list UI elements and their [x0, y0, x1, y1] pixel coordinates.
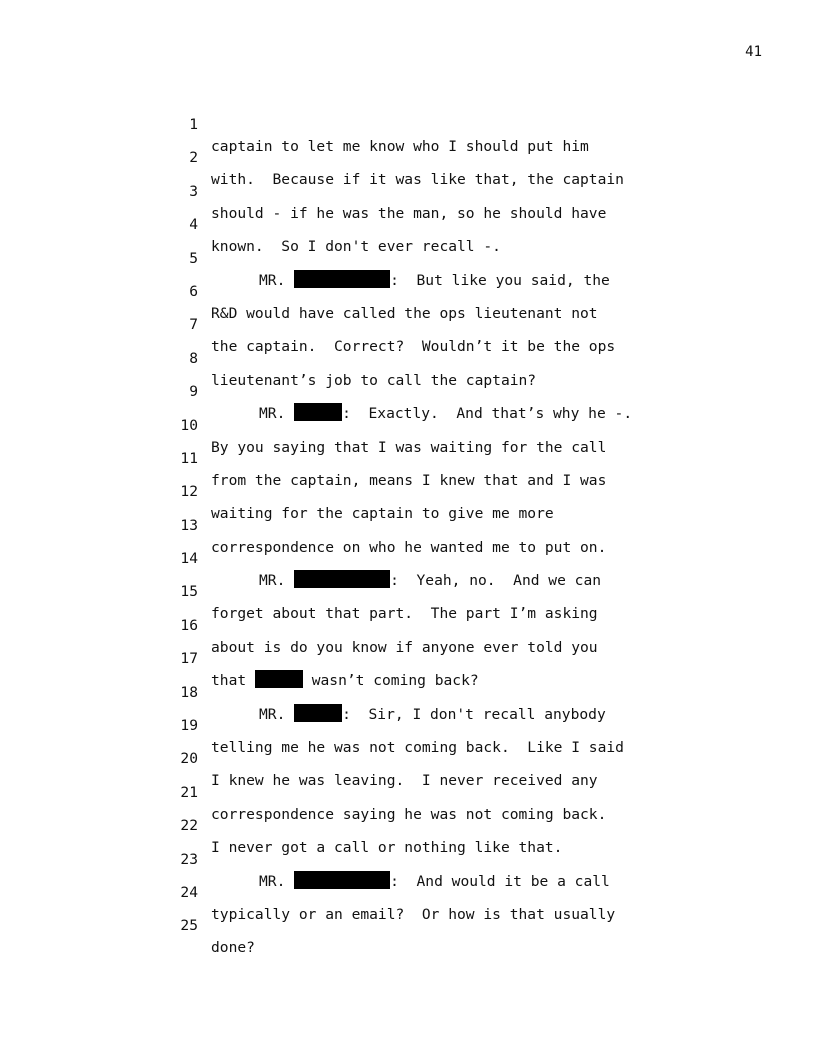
line-number: 10 [180, 416, 198, 434]
page-number: 41 [745, 44, 762, 60]
line-text: with. Because if it was like that, the captain [211, 171, 624, 189]
line-text: lieutenant’s job to call the captain? [211, 371, 537, 389]
transcript-line-12 [0, 459, 816, 523]
line-text: correspondence on who he wanted me to put on. [211, 538, 607, 556]
transcript-line-9 [0, 359, 816, 423]
transcript-line-14 [0, 526, 816, 590]
transcript-line-11 [0, 426, 816, 489]
line-number: 3 [189, 182, 198, 200]
transcript-line-19 [0, 693, 816, 757]
line-text: known. So I don't ever recall -. [211, 238, 501, 256]
speaker-prefix: MR. [259, 705, 295, 723]
line-text: telling me he was not coming back. Like I said [211, 739, 624, 757]
transcript-line-1 [0, 92, 816, 155]
transcript-line-22 [0, 793, 816, 857]
line-text: the captain. Correct? Wouldn’t it be the ops [211, 338, 616, 356]
line-number: 9 [189, 383, 198, 401]
line-text: R&D would have called the ops lieutenant not [211, 304, 598, 322]
line-number: 22 [180, 817, 198, 835]
transcript-line-10 [0, 393, 816, 456]
line-number: 13 [180, 516, 198, 534]
line-text: captain to let me know who I should put him [211, 138, 589, 155]
line-number: 7 [189, 316, 198, 334]
line-number: 8 [189, 349, 198, 367]
line-text: wasn’t coming back? [302, 672, 479, 690]
line-number: 14 [180, 550, 198, 568]
transcript-line-24 [0, 860, 816, 923]
line-number: 4 [189, 216, 198, 234]
transcript-line-13 [0, 493, 816, 556]
transcript-line-6 [0, 259, 816, 322]
transcript-line-3 [0, 159, 816, 222]
transcript-line-17 [0, 626, 816, 690]
line-text: typically or an email? Or how is that usually [211, 905, 616, 923]
line-number: 15 [180, 583, 198, 601]
line-number: 25 [180, 917, 198, 935]
line-text: By you saying that I was waiting for the call [211, 438, 607, 456]
line-text: : And would it be a call [390, 872, 610, 890]
line-text: correspondence saying he was not coming back. [211, 805, 607, 823]
transcript-line-16 [0, 593, 816, 656]
transcript-body [0, 92, 816, 957]
transcript-line-5 [0, 226, 816, 289]
line-number: 5 [189, 249, 198, 267]
line-number: 1 [189, 116, 198, 133]
line-number: 18 [180, 683, 198, 701]
line-text: forget about that part. The part I’m asking [211, 605, 598, 623]
speaker-prefix: MR. [259, 405, 295, 423]
line-number: 12 [180, 483, 198, 501]
line-text: from the captain, means I knew that and I was [211, 471, 607, 489]
line-text: should - if he was the man, so he should have [211, 204, 607, 222]
line-text: done? [211, 939, 255, 957]
line-number: 19 [180, 717, 198, 735]
line-text: about is do you know if anyone ever told you [211, 638, 598, 656]
speaker-prefix: MR. [259, 271, 295, 289]
line-number: 24 [180, 883, 198, 901]
speaker-prefix: MR. [259, 572, 295, 590]
line-text: waiting for the captain to give me more [211, 505, 554, 523]
line-number: 2 [189, 149, 198, 167]
line-text: that [211, 672, 255, 690]
line-text: I knew he was leaving. I never received any [211, 772, 598, 790]
transcript-line-8 [0, 326, 816, 389]
line-text: I never got a call or nothing like that. [211, 839, 563, 857]
transcript-line-4 [0, 192, 816, 256]
transcript-line-20 [0, 726, 816, 790]
line-number: 16 [180, 616, 198, 634]
transcript-line-18 [0, 660, 816, 723]
transcript-line-15 [0, 559, 816, 623]
transcript-line-7 [0, 292, 816, 356]
speaker-prefix: MR. [259, 872, 295, 890]
transcript-line-2 [0, 125, 816, 189]
line-number: 23 [180, 850, 198, 868]
line-number: 11 [180, 449, 198, 467]
transcript-line-25 [0, 893, 816, 957]
line-text: : Exactly. And that’s why he -. [342, 405, 633, 423]
transcript-line-23 [0, 827, 816, 890]
transcript-line-21 [0, 760, 816, 823]
line-text: : But like you said, the [390, 271, 610, 289]
line-text: : Sir, I don't recall anybody [342, 705, 606, 723]
line-number: 21 [180, 783, 198, 801]
line-number: 20 [180, 750, 198, 768]
line-number: 17 [180, 650, 198, 668]
line-text: : Yeah, no. And we can [390, 572, 602, 590]
line-number: 6 [189, 282, 198, 300]
